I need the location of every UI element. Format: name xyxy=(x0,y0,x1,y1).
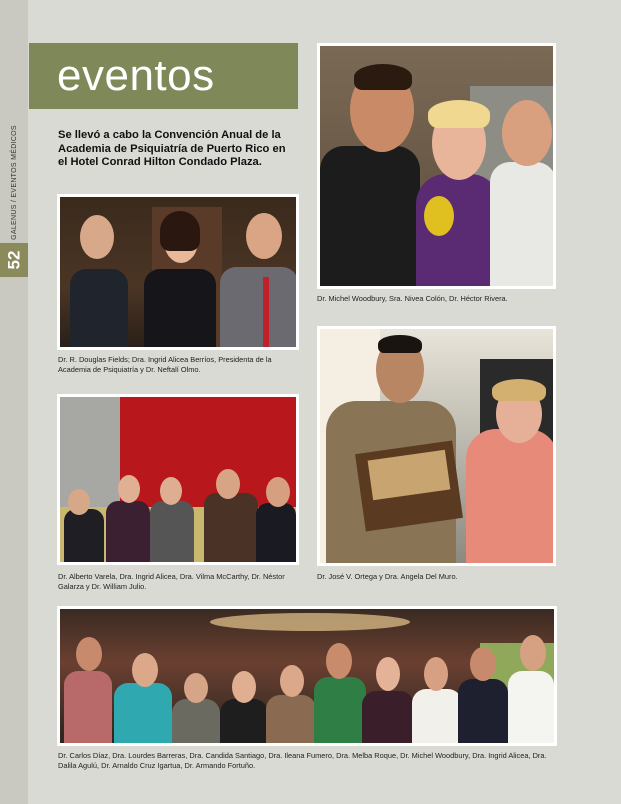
page-sidebar xyxy=(0,0,28,804)
section-banner xyxy=(29,43,298,109)
page-number: 52 xyxy=(3,250,23,270)
event-photo-1 xyxy=(57,194,299,350)
event-photo-4 xyxy=(317,326,556,566)
intro-text: Se llevó a cabo la Convención Anual de la Academia de Psiquiatría de Puerto Rico en el Hotel Conrad Hilton Condado Plaza. xyxy=(58,129,286,168)
section-label-text: GALENUS / EVENTOS MÉDICOS xyxy=(10,124,18,240)
event-photo-5 xyxy=(57,606,557,746)
photo-1-caption: Dr. R. Douglas Fields; Dra. Ingrid Alicea Berríos, Presidenta de la Academia de Psiquiatría y Dr. Neftalí Olmo. xyxy=(58,355,272,374)
photo-5-caption: Dr. Carlos Díaz, Dra. Lourdes Barreras, Dra. Candida Santiago, Dra. Ileana Fumero, Dra. Melba Roque, Dr. Michel Woodbury, Dra. Ingrid Alicea, Dra. Dalila Agulú, Dr. Arnaldo Cruz Igartua, Dr. Armando Fortuño. xyxy=(58,751,547,770)
photo-3-caption: Dr. Alberto Varela, Dra. Ingrid Alicea, Dra. Vilma McCarthy, Dr. Néstor Galarza y Dr. William Julio. xyxy=(58,572,285,591)
event-photo-3 xyxy=(57,394,299,565)
event-photo-2 xyxy=(317,43,556,289)
page-number-tab xyxy=(0,243,28,277)
banner-title: eventos xyxy=(57,51,215,100)
section-label xyxy=(4,124,24,240)
photo-4-caption: Dr. José V. Ortega y Dra. Angela Del Muro. xyxy=(317,572,458,581)
photo-2-caption: Dr. Michel Woodbury, Sra. Nivea Colón, Dr. Héctor Rivera. xyxy=(317,294,508,303)
